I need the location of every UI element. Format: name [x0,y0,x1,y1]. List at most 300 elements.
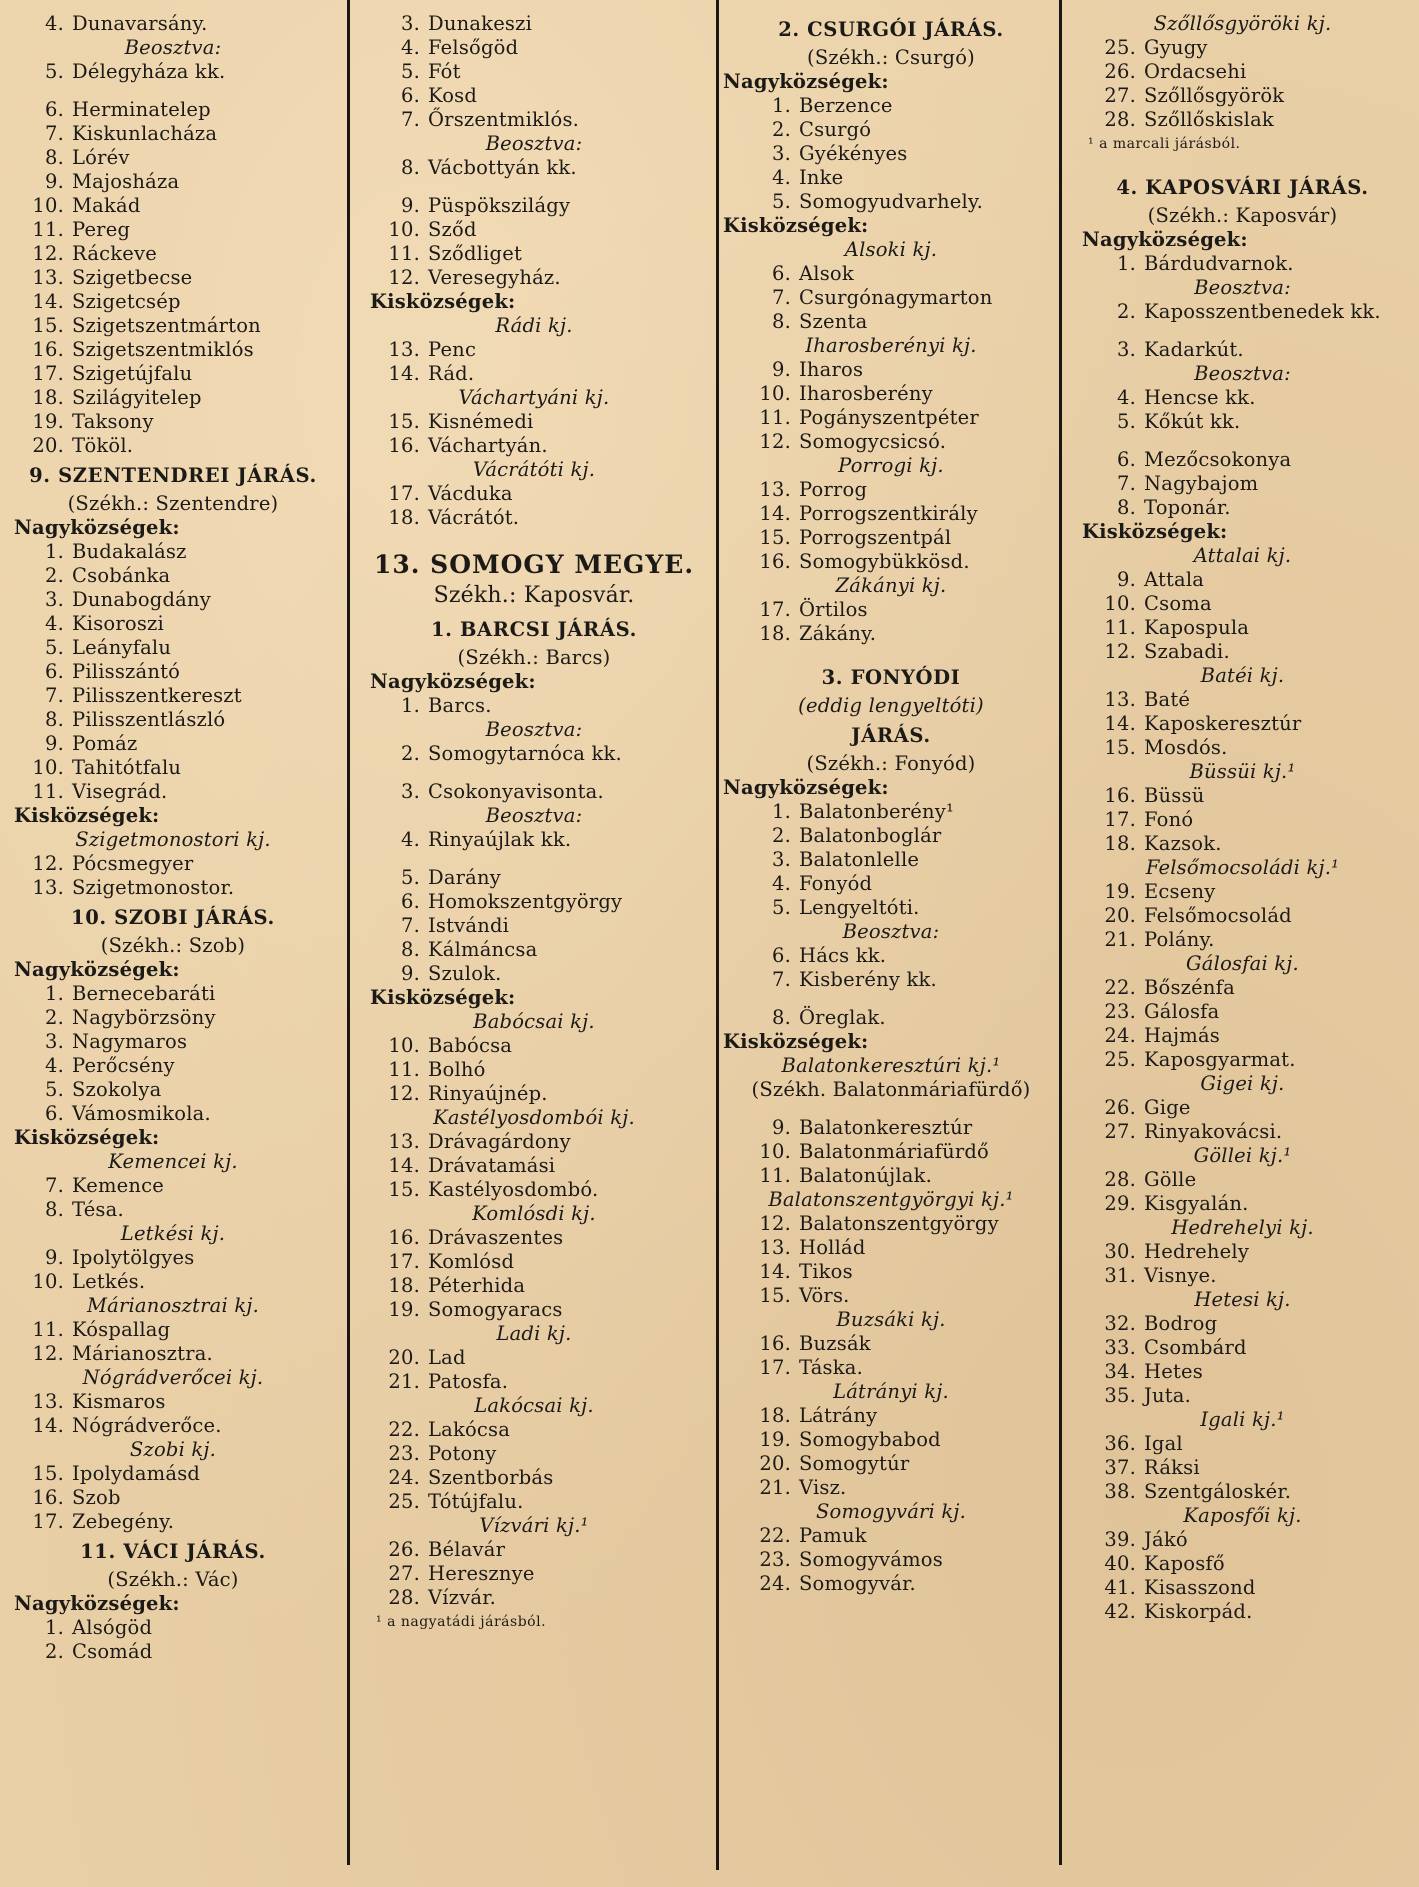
list-item [0,1616,346,1640]
item-number: 17. [32,1510,64,1533]
item-number: 30. [1104,1240,1136,1263]
item-number: 7. [771,968,791,991]
place-name: Somogyaracs [428,1298,563,1321]
place-name: Tököl. [72,434,134,457]
place-name: Drávagárdony [428,1130,571,1153]
list-item [1066,1432,1419,1456]
list-item [721,1212,1061,1236]
list-item [0,242,346,266]
list-item [721,872,1061,896]
place-name: Porrogszentkirály [799,502,978,525]
list-item [0,1342,346,1366]
item-number: 19. [759,1428,791,1451]
item-number: 1. [771,800,791,823]
list-item [721,1284,1061,1308]
district-subheading: Porrogi kj. [838,454,944,477]
item-number: 2. [400,742,420,765]
list-item [0,60,346,84]
list-item [352,1562,716,1586]
list-item [0,564,346,588]
list-item [0,218,346,242]
list-item [721,262,1061,286]
district-subheading: Váchartyáni kj. [458,386,610,409]
district-heading: 4. KAPOSVÁRI JÁRÁS. [1116,176,1369,199]
assignment-note: Beosztva: [485,804,583,827]
assignment-note: Beosztva: [1194,362,1291,385]
place-name: Visnye. [1144,1264,1217,1287]
item-number: 5. [1116,410,1136,433]
list-item [352,410,716,434]
item-number: 10. [759,1140,791,1163]
place-name: Pilisszentkereszt [72,684,242,707]
item-number: 7. [771,286,791,309]
item-number: 8. [400,156,420,179]
list-item [1066,1384,1419,1408]
place-name: Alsok [799,262,854,285]
item-number: 27. [1104,84,1136,107]
district-subheading: Alsoki kj. [844,238,938,261]
item-number: 35. [1104,1384,1136,1407]
item-number: 8. [771,1006,791,1029]
item-number: 12. [759,1212,791,1235]
place-name: Herminatelep [72,98,211,121]
list-item [1066,1048,1419,1072]
item-number: 12. [32,242,64,265]
list-item [0,194,346,218]
item-number: 20. [388,1346,420,1369]
list-item [352,242,716,266]
list-item [1066,688,1419,712]
list-item [1066,1120,1419,1144]
list-item [0,1174,346,1198]
list-item [721,382,1061,406]
item-number: 4. [1116,386,1136,409]
item-number: 15. [32,1462,64,1485]
place-name: Dunakeszi [428,12,533,35]
place-name: Látrány [799,1404,878,1427]
place-name: Kaposkeresztúr [1144,712,1302,735]
place-name: Rinyakovácsi. [1144,1120,1283,1143]
list-item [721,190,1061,214]
category-heading: Kisközségek: [370,290,516,313]
list-item [721,478,1061,502]
place-name: Babócsa [428,1034,513,1057]
district-heading: 11. VÁCI JÁRÁS. [80,1540,266,1563]
list-item [352,506,716,530]
place-name: Patosfa. [428,1370,509,1393]
place-name: Inke [799,166,844,189]
item-number: 1. [44,540,64,563]
item-number: 20. [32,434,64,457]
list-item [1066,808,1419,832]
list-item [352,1058,716,1082]
item-number: 14. [32,290,64,313]
item-number: 7. [44,684,64,707]
item-number: 19. [388,1298,420,1321]
district-heading: 10. SZOBI JÁRÁS. [71,906,275,929]
place-name: Bárdudvarnok. [1144,252,1294,275]
item-number: 1. [400,694,420,717]
list-item [352,434,716,458]
item-number: 1. [44,982,64,1005]
list-item [0,146,346,170]
place-name: Sződ [428,218,477,241]
place-name: Kisoroszi [72,612,164,635]
item-number: 9. [400,194,420,217]
place-name: Őrszentmiklós. [428,108,580,131]
list-item [352,84,716,108]
item-number: 24. [759,1572,791,1595]
place-name: Hács kk. [799,944,887,967]
place-name: Ipolydamásd [72,1462,201,1485]
list-item [352,938,716,962]
item-number: 6. [44,1102,64,1125]
item-number: 17. [388,482,420,505]
list-item [1066,880,1419,904]
district-subheading: Kemencei kj. [108,1150,238,1173]
list-item [352,1442,716,1466]
place-name: Fonyód [799,872,873,895]
column-1 [0,0,346,1887]
place-name: Homokszentgyörgy [428,890,623,913]
list-item [1066,832,1419,856]
list-item [1066,616,1419,640]
item-number: 14. [759,1260,791,1283]
list-item [352,266,716,290]
district-heading: JÁRÁS. [851,724,931,747]
list-item [1066,1480,1419,1504]
list-item [721,286,1061,310]
district-subheading: Vácrátóti kj. [472,458,596,481]
place-name: Attala [1144,568,1205,591]
place-name: Vácduka [428,482,513,505]
seat-note: (Székh.: Kaposvár) [1147,204,1338,227]
item-number: 17. [1104,808,1136,831]
item-number: 17. [388,1250,420,1273]
place-name: Lengyeltóti. [799,896,920,919]
list-item [1066,1600,1419,1624]
item-number: 18. [32,386,64,409]
place-name: Balatonlelle [799,848,920,871]
place-name: Baté [1144,688,1191,711]
category-heading: Kisközségek: [723,214,869,237]
item-number: 10. [32,194,64,217]
place-name: Visz. [799,1476,847,1499]
place-name: Vízvár. [428,1586,497,1609]
item-number: 20. [1104,904,1136,927]
place-name: Szob [72,1486,121,1509]
item-number: 13. [759,478,791,501]
list-item [1066,568,1419,592]
place-name: Pamuk [799,1524,867,1547]
item-number: 5. [44,636,64,659]
place-name: Darány [428,866,501,889]
item-number: 9. [44,170,64,193]
place-name: Bélavár [428,1538,506,1561]
district-subheading: Ladi kj. [496,1322,572,1345]
place-name: Örtilos [799,598,868,621]
place-name: Szigetszentmárton [72,314,261,337]
item-number: 6. [1116,448,1136,471]
place-name: Vácbottyán kk. [428,156,577,179]
place-name: Kosd [428,84,478,107]
district-subheading: Buzsáki kj. [836,1308,946,1331]
place-name: Csobánka [72,564,171,587]
list-item [721,310,1061,334]
list-item [1066,1024,1419,1048]
list-item [721,848,1061,872]
place-name: Szigetszentmiklós [72,338,254,361]
place-name: Taksony [72,410,154,433]
item-number: 22. [388,1418,420,1441]
list-item [352,1586,716,1610]
item-number: 24. [1104,1024,1136,1047]
list-item [352,1418,716,1442]
category-heading: Kisközségek: [1082,520,1228,543]
district-subheading: Hetesi kj. [1194,1288,1291,1311]
list-item [0,636,346,660]
item-number: 8. [44,1198,64,1221]
list-item [0,1006,346,1030]
item-number: 10. [388,218,420,241]
item-number: 18. [388,506,420,529]
item-number: 7. [44,122,64,145]
place-name: Csomád [72,1640,153,1663]
list-item [1066,60,1419,84]
place-name: Gálosfa [1144,1000,1220,1023]
item-number: 6. [771,262,791,285]
category-heading: Nagyközségek: [14,516,180,539]
item-number: 19. [32,410,64,433]
place-name: Somogyudvarhely. [799,190,983,213]
list-item [352,218,716,242]
item-number: 19. [1104,880,1136,903]
place-name: Szigetbecse [72,266,193,289]
place-name: Berzence [799,94,893,117]
list-item [721,358,1061,382]
place-name: Budakalász [72,540,187,563]
item-number: 13. [388,1130,420,1153]
list-item [0,756,346,780]
item-number: 6. [771,944,791,967]
item-number: 15. [1104,736,1136,759]
column-2 [352,0,716,1887]
place-name: Igal [1144,1432,1183,1455]
district-subheading: Attalai kj. [1193,544,1292,567]
list-item [721,1116,1061,1140]
place-name: Makád [72,194,141,217]
item-number: 38. [1104,1480,1136,1503]
place-name: Rinyaújlak kk. [428,828,572,851]
place-name: Kőkút kk. [1144,410,1241,433]
district-subheading: Vízvári kj.¹ [479,1514,589,1537]
assignment-note: Beosztva: [842,920,940,943]
list-item [1066,386,1419,410]
list-item [352,828,716,852]
item-number: 13. [759,1236,791,1259]
item-number: 2. [44,1006,64,1029]
list-item [0,1390,346,1414]
place-name: Somogybabod [799,1428,941,1451]
place-name: Iharosberény [799,382,933,405]
place-name: Nagymaros [72,1030,188,1053]
place-name: Somogycsicsó. [799,430,947,453]
place-name: Drávatamási [428,1154,556,1177]
list-item [1066,1192,1419,1216]
list-item [0,1198,346,1222]
item-number: 10. [1104,592,1136,615]
item-number: 26. [388,1538,420,1561]
county-seat: Székh.: Kaposvár. [433,583,635,608]
place-name: Gyugy [1144,36,1208,59]
list-item [352,1034,716,1058]
place-name: Barcs. [428,694,492,717]
item-number: 9. [44,1246,64,1269]
list-item [352,742,716,766]
place-name: Csokonyavisonta. [428,780,604,803]
place-name: Potony [428,1442,497,1465]
place-name: Somogybükkösd. [799,550,970,573]
place-name: Komlósd [428,1250,515,1273]
list-item [352,780,716,804]
category-heading: Kisközségek: [14,804,160,827]
column-3 [721,0,1061,1887]
item-number: 14. [1104,712,1136,735]
place-name: Tikos [799,1260,853,1283]
place-name: Szentborbás [428,1466,554,1489]
place-name: Kiskunlacháza [72,122,218,145]
list-item [0,1054,346,1078]
place-name: Pilisszentlászló [72,708,226,731]
list-item [352,1178,716,1202]
list-item [721,1548,1061,1572]
list-item [1066,410,1419,434]
place-name: Bodrog [1144,1312,1218,1335]
item-number: 14. [388,362,420,385]
item-number: 7. [1116,472,1136,495]
place-name: Lad [428,1346,466,1369]
place-name: Gyékényes [799,142,908,165]
place-name: Öreglak. [799,1006,886,1029]
place-name: Tahitótfalu [72,756,182,779]
item-number: 11. [32,1318,64,1341]
list-item [0,732,346,756]
list-item [721,550,1061,574]
list-item [0,1486,346,1510]
place-name: Péterhida [428,1274,526,1297]
item-number: 11. [388,1058,420,1081]
place-name: Kadarkút. [1144,338,1244,361]
place-name: Hencse kk. [1144,386,1256,409]
item-number: 11. [32,780,64,803]
list-item [1066,300,1419,324]
place-name: Szulok. [428,962,502,985]
item-number: 4. [400,36,420,59]
place-name: Balatonmáriafürdő [799,1140,989,1163]
item-number: 16. [759,550,791,573]
list-item [0,1030,346,1054]
item-number: 1. [771,94,791,117]
item-number: 12. [32,1342,64,1365]
list-item [352,866,716,890]
item-number: 41. [1104,1576,1136,1599]
list-item [721,1260,1061,1284]
item-number: 18. [759,1404,791,1427]
place-name: Nógrádverőce. [72,1414,222,1437]
place-name: Somogytúr [799,1452,910,1475]
item-number: 33. [1104,1336,1136,1359]
list-item [0,852,346,876]
item-number: 15. [388,410,420,433]
district-subheading: Göllei kj.¹ [1193,1144,1292,1167]
item-number: 2. [771,118,791,141]
list-item [0,386,346,410]
item-number: 27. [1104,1120,1136,1143]
list-item [352,12,716,36]
place-name: Csoma [1144,592,1212,615]
list-item [0,434,346,458]
list-item [352,36,716,60]
list-item [0,98,346,122]
item-number: 23. [1104,1000,1136,1023]
place-name: Kazsok. [1144,832,1222,855]
item-number: 8. [1116,496,1136,519]
list-item [352,338,716,362]
list-item [721,824,1061,848]
item-number: 16. [759,1332,791,1355]
list-item [352,1226,716,1250]
district-subheading: Szigetmonostori kj. [75,828,271,851]
list-item [352,362,716,386]
list-item [0,1078,346,1102]
district-subheading: Balatonszentgyörgyi kj.¹ [768,1188,1014,1211]
item-number: 16. [1104,784,1136,807]
item-number: 29. [1104,1192,1136,1215]
item-number: 18. [388,1274,420,1297]
district-subheading: Márianosztrai kj. [86,1294,260,1317]
place-name: Perőcsény [72,1054,175,1077]
place-name: Pereg [72,218,131,241]
place-name: Zákány. [799,622,877,645]
item-number: 23. [759,1548,791,1571]
column-4 [1066,0,1419,1887]
item-number: 5. [771,896,791,919]
item-number: 15. [759,1284,791,1307]
item-number: 18. [1104,832,1136,855]
district-subheading: Látrányi kj. [833,1380,949,1403]
place-name: Penc [428,338,477,361]
place-name: Juta. [1144,1384,1192,1407]
district-subheading: Somogyvári kj. [815,1500,967,1523]
item-number: 12. [1104,640,1136,663]
column-divider [347,0,350,1865]
list-item [721,896,1061,920]
item-number: 12. [32,852,64,875]
place-name: Visegrád. [72,780,168,803]
item-number: 26. [1104,1096,1136,1119]
item-number: 12. [388,266,420,289]
item-number: 10. [759,382,791,405]
place-name: Kisgyalán. [1144,1192,1249,1215]
list-item [0,290,346,314]
list-item [352,1490,716,1514]
item-number: 15. [388,1178,420,1201]
item-number: 20. [759,1452,791,1475]
place-name: Mosdós. [1144,736,1228,759]
list-item [1066,1336,1419,1360]
place-name: Porrogszentpál [799,526,952,549]
item-number: 14. [32,1414,64,1437]
